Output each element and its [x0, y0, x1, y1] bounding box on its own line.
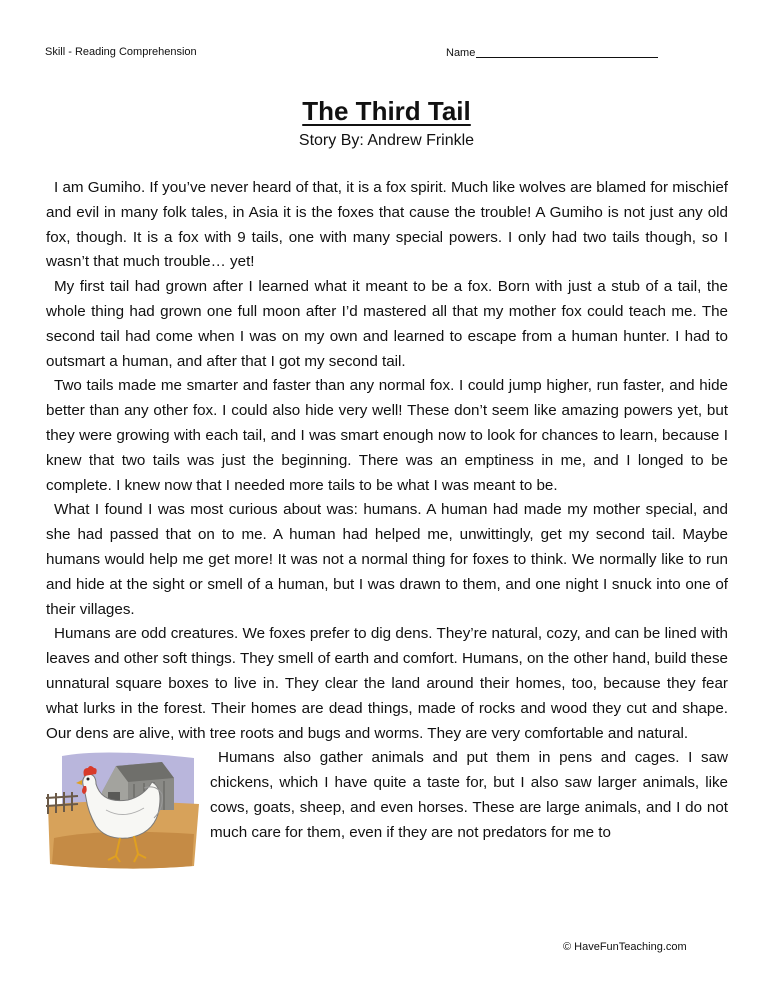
story-paragraph-1: I am Gumiho. If you’ve never heard of that, it is a fox spirit. Much like wolves are blamed for mischief and evil in many folk tales, in Asia it is the foxes that cause the trouble! A Gumiho is not just any old fox, though. It is a fox with 9 tails, one with many special powers. I only had two tails though, so I wasn’t that much trouble… yet!: [46, 179, 728, 271]
story-paragraph-3: Two tails made me smarter and faster than any normal fox. I could jump higher, run faster, and hide better than any other fox. I could also hide very well! These don’t seem like amazing powers yet, but they were growing with each tail, and I was smart enough now to look for chances to learn, because I knew that two tails was just the beginning. There was an emptiness in me, and I longed to be complete. I knew now that I needed more tails to be what I was meant to be.: [46, 377, 728, 494]
story-paragraph-6: Humans also gather animals and put them in pens and cages. I saw chickens, which I have quite a taste for, but I also saw larger animals, like cows, goats, sheep, and even horses. These are large animals, and I do not much care for them, even if they are not predators for me to: [210, 749, 728, 841]
story-byline: Story By: Andrew Frinkle: [298, 132, 475, 149]
story-body: [46, 176, 728, 872]
story-paragraph-2: My first tail had grown after I learned what it meant to be a fox. Born with just a stub of a tail, the whole thing had grown one full moon after I’d mastered all that my mother fox could teach me. The second tail had come when I was on my own and learned to escape from a human hunter. I had to outsmart a human, and after that I got my second tail.: [46, 278, 728, 370]
name-field[interactable]: [446, 46, 658, 59]
name-line[interactable]: [476, 46, 658, 58]
story-paragraph-5: Humans are odd creatures. We foxes prefer to dig dens. They’re natural, cozy, and can be lined with leaves and other soft things. They smell of earth and comfort. Humans, on the other hand, build these unnatural square boxes to live in. They clear the land around their homes, too, because they fear what lurks in the forest. Their homes are dead things, made of rocks and wood they cut and shape. Our dens are alive, with tree roots and bugs and worms. They are very comfortable and natural.: [46, 625, 728, 742]
chicken-barn-illustration: [44, 748, 204, 872]
story-paragraph-4: What I found I was most curious about was: humans. A human had made my mother special, and she had passed that on to me. A human had helped me, unwittingly, get my second tail. Maybe humans would help me get more! It was not a normal thing for foxes to think. We normally like to run and hide at the sight or smell of a human, but I was drawn to them, and one night I snuck into one of their villages.: [46, 501, 728, 618]
skill-label: Skill - Reading Comprehension: [45, 46, 197, 58]
chicken-barn-icon: [44, 748, 204, 872]
story-title: The Third Tail: [302, 96, 471, 126]
copyright-footer: © HaveFunTeaching.com: [563, 941, 687, 953]
name-label: Name: [446, 47, 476, 59]
